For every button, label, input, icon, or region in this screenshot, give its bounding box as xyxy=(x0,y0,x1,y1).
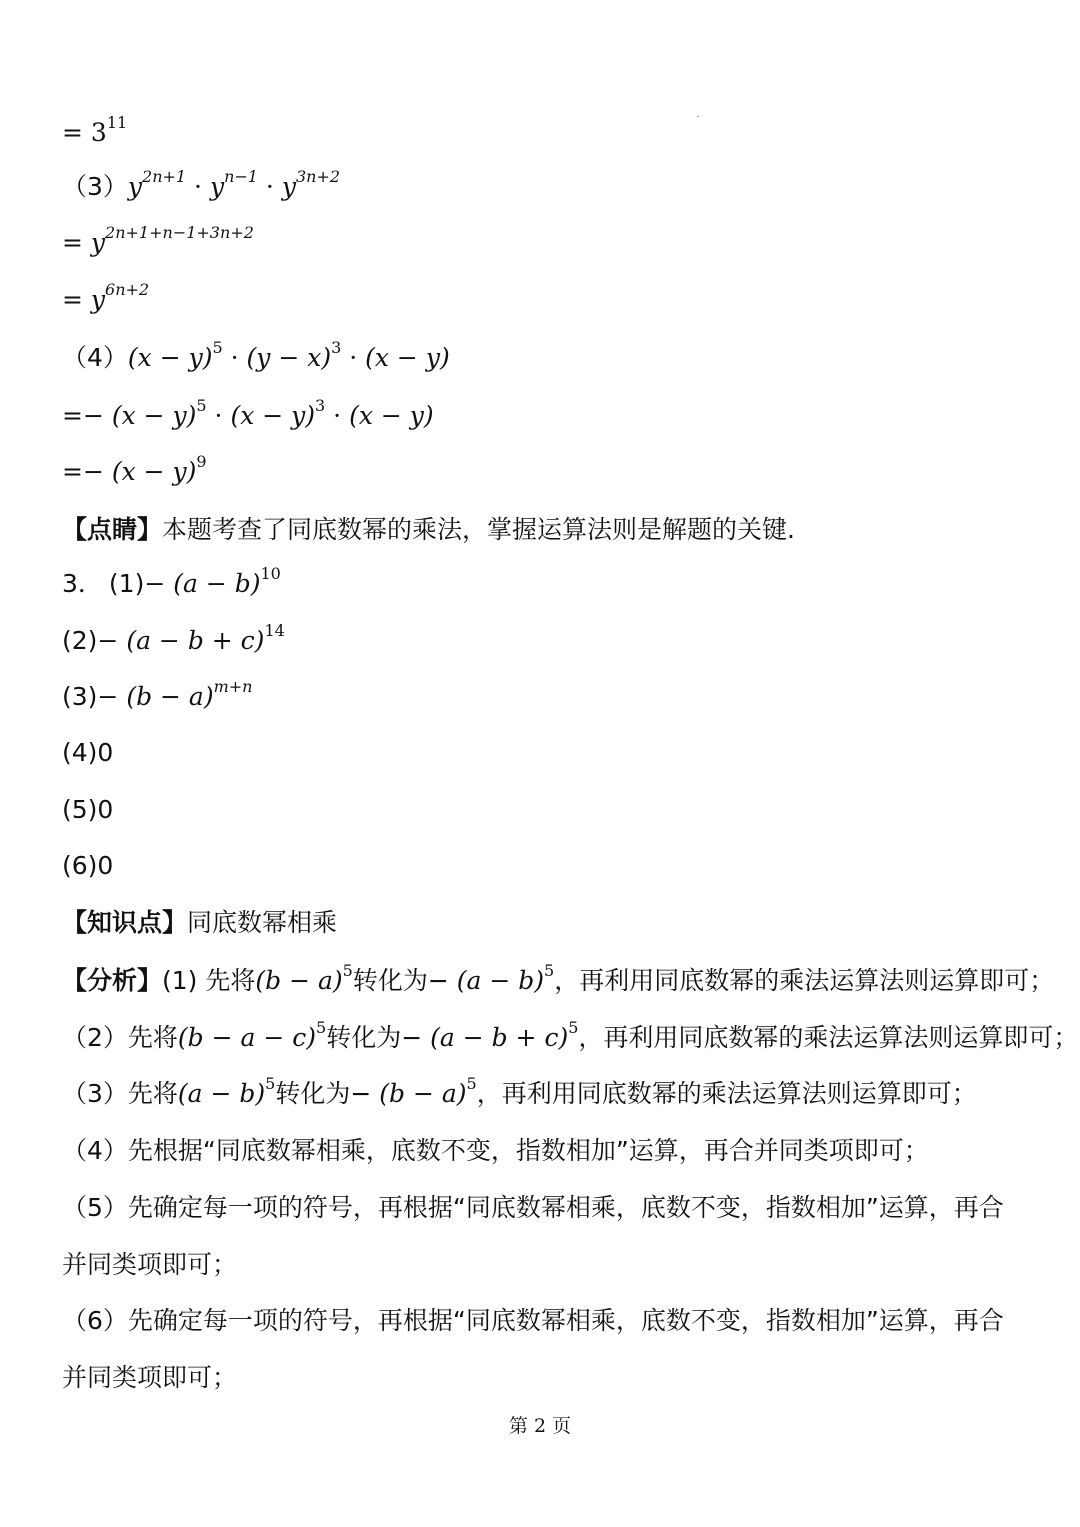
math-run: (b − a) xyxy=(255,966,343,995)
math-run: y xyxy=(209,172,225,201)
math-run: (a − b + c) xyxy=(430,1023,569,1052)
math-run: = 3 xyxy=(62,118,107,147)
math-run: = xyxy=(62,285,91,314)
answer-label: (6) xyxy=(62,851,98,880)
solution-line xyxy=(62,279,150,317)
solution-line xyxy=(62,222,254,260)
text-run: ，再利用同底数幂的乘法运算法则运算即可； xyxy=(578,1023,1079,1052)
math-run: (a − b) xyxy=(177,1079,266,1108)
math-run: (b − a) xyxy=(379,1079,467,1108)
section-tag: 【点睛】 xyxy=(62,515,163,544)
item-number: （4） xyxy=(62,343,128,372)
answer-label: (2) xyxy=(62,626,98,655)
exponent: 5 xyxy=(316,1017,327,1037)
math-run: (x − y) xyxy=(349,401,434,430)
text-run: ，再利用同底数幂的乘法运算法则运算即可； xyxy=(476,1079,977,1108)
text-run: 0 xyxy=(97,738,114,767)
exponent: 14 xyxy=(264,620,285,640)
question-number: 3． xyxy=(62,569,103,598)
section-text: 同底数幂相乘 xyxy=(187,908,338,937)
math-run: · xyxy=(222,343,247,372)
analysis-line xyxy=(62,960,1055,998)
exponent: 5 xyxy=(265,1073,276,1093)
exponent: 2n+1 xyxy=(142,166,187,186)
math-run: = xyxy=(62,228,91,257)
text-run: （6）先确定每一项的符号，再根据“同底数幂相乘，底数不变，指数相加”运算，再合 xyxy=(62,1306,1004,1335)
math-run: y xyxy=(281,172,296,201)
math-run: (a − b + c) xyxy=(126,626,265,655)
analysis-line xyxy=(62,1304,1004,1338)
text-run: 转化为− xyxy=(326,1023,431,1052)
text-run: 转化为− xyxy=(275,1079,380,1108)
math-run: y xyxy=(90,228,106,257)
solution-line xyxy=(62,451,207,489)
math-run: (x − y) xyxy=(365,343,450,372)
answer-line xyxy=(62,736,113,770)
text-run: （5）先确定每一项的符号，再根据“同底数幂相乘，底数不变，指数相加”运算，再合 xyxy=(62,1193,1004,1222)
math-run: =− xyxy=(62,457,112,486)
math-run: (a − b) xyxy=(456,966,545,995)
exponent: 10 xyxy=(260,563,281,583)
text-run: 0 xyxy=(97,795,114,824)
exponent: 3n+2 xyxy=(295,166,341,186)
zhishidian-line xyxy=(62,906,337,940)
math-run: (x − y) xyxy=(111,401,197,430)
analysis-line xyxy=(62,1361,237,1395)
text-run: （3）先将 xyxy=(62,1079,178,1108)
text-run: ，再利用同底数幂的乘法运算法则运算即可； xyxy=(554,966,1055,995)
text-run: (1) 先将 xyxy=(162,966,256,995)
math-run: · xyxy=(257,172,282,201)
math-run: (a − b) xyxy=(173,569,261,598)
math-run: (x − y) xyxy=(111,457,197,486)
answer-label: (3) xyxy=(62,682,98,711)
dianjing-line xyxy=(62,513,795,547)
page-footer: 第 2 页 xyxy=(508,1415,572,1437)
math-run: (y − x) xyxy=(246,343,332,372)
exponent: m+n xyxy=(213,676,253,696)
section-tag: 【分析】 xyxy=(62,966,163,995)
answer-line xyxy=(62,676,253,714)
math-run: − xyxy=(97,626,127,655)
analysis-line xyxy=(62,1248,237,1282)
section-tag: 【知识点】 xyxy=(62,908,188,937)
exponent: 3 xyxy=(331,337,342,357)
math-run: (x − y) xyxy=(127,343,213,372)
math-run: · xyxy=(341,343,366,372)
text-run: （2）先将 xyxy=(62,1023,178,1052)
answer-line xyxy=(62,620,285,658)
solution-line xyxy=(62,395,434,433)
answer-label: (4) xyxy=(62,738,98,767)
answer-label: (5) xyxy=(62,795,98,824)
exponent: n−1 xyxy=(224,166,258,186)
analysis-line xyxy=(62,1017,1079,1055)
exponent: 11 xyxy=(106,112,128,132)
math-run: y xyxy=(127,172,143,201)
exponent: 2n+1+n−1+3n+2 xyxy=(105,222,254,242)
solution-line xyxy=(62,112,128,150)
math-run: · xyxy=(325,401,350,430)
text-run: 并同类项即可； xyxy=(62,1250,238,1279)
analysis-line xyxy=(62,1191,1004,1225)
math-run: (b − a − c) xyxy=(177,1023,317,1052)
math-run: (x − y) xyxy=(230,401,316,430)
text-run: 转化为− xyxy=(352,966,457,995)
solution-line xyxy=(62,337,450,375)
math-run: (b − a) xyxy=(126,682,214,711)
math-run: · xyxy=(186,172,210,201)
answer-line xyxy=(62,563,281,601)
exponent: 9 xyxy=(196,451,207,471)
analysis-line xyxy=(62,1134,929,1168)
exponent: 3 xyxy=(315,395,326,415)
answer-line xyxy=(62,793,113,827)
answer-line xyxy=(62,849,113,883)
text-run: 并同类项即可； xyxy=(62,1363,238,1392)
exponent: 5 xyxy=(466,1073,477,1093)
answer-label: (1) xyxy=(108,569,145,598)
exponent: 6n+2 xyxy=(105,279,150,299)
exponent: 5 xyxy=(544,960,555,980)
exponent: 5 xyxy=(342,960,353,980)
math-run: · xyxy=(206,401,231,430)
solution-line xyxy=(62,166,341,204)
math-run: − xyxy=(144,569,174,598)
item-number: （3） xyxy=(62,172,128,201)
section-text: 本题考查了同底数幂的乘法，掌握运算法则是解题的关键. xyxy=(162,515,795,544)
text-run: （4）先根据“同底数幂相乘，底数不变，指数相加”运算，再合并同类项即可； xyxy=(62,1136,929,1165)
exponent: 5 xyxy=(196,395,207,415)
text-run: 0 xyxy=(97,851,114,880)
exponent: 5 xyxy=(212,337,223,357)
exponent: 5 xyxy=(568,1017,579,1037)
math-run: =− xyxy=(62,401,112,430)
math-run: − xyxy=(97,682,127,711)
scan-speck xyxy=(697,116,699,117)
math-run: y xyxy=(90,285,106,314)
analysis-line xyxy=(62,1073,977,1111)
